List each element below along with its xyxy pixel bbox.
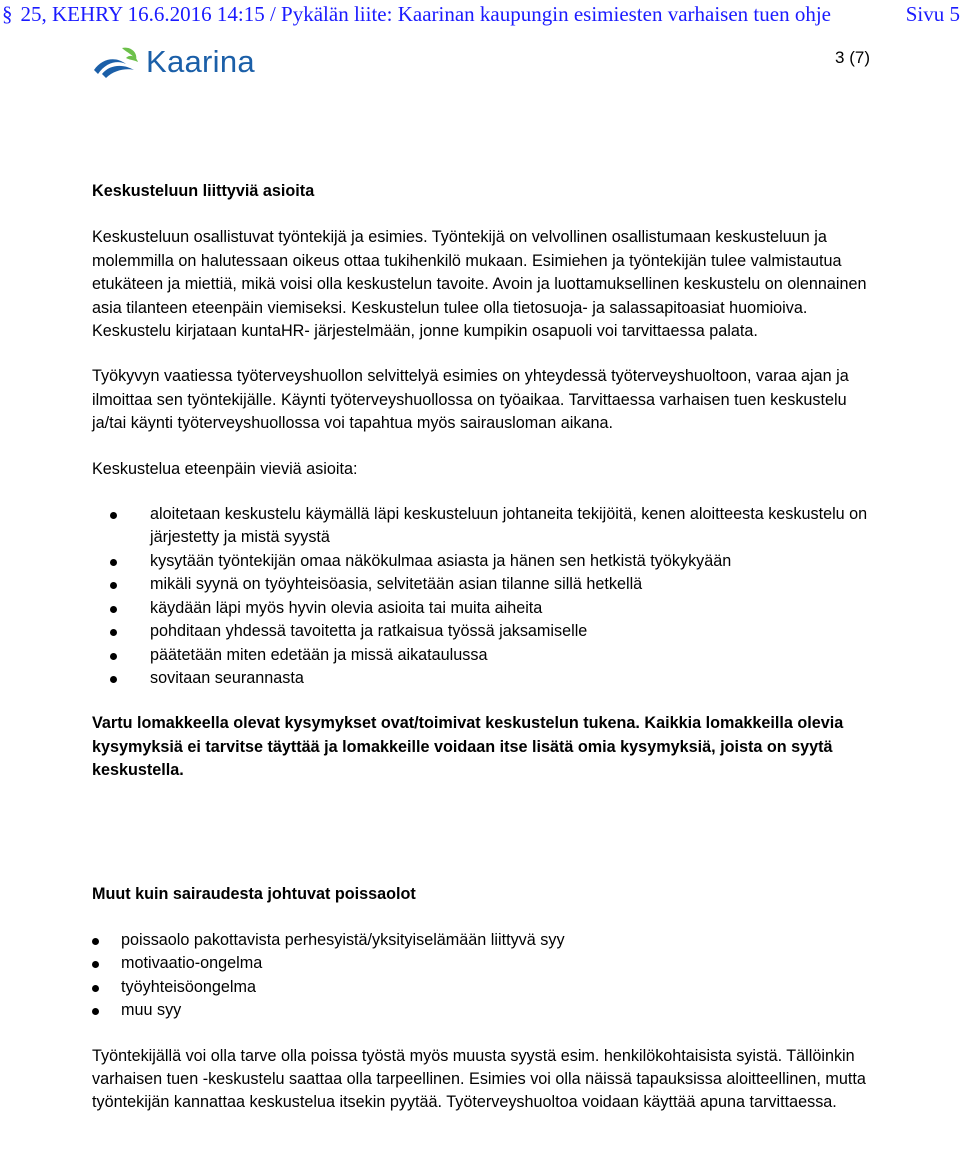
header-text: 25, KEHRY 16.6.2016 14:15 / Pykälän liite: Kaarinan kaupungin esimiesten varhaisen tuen ohje [20, 2, 831, 26]
list-item: aloitetaan keskustelu käymällä läpi keskusteluun johtaneita tekijöitä, kenen aloitteesta keskustelu on järjestetty ja mistä syystä [92, 503, 882, 550]
paragraph-2: Työkyvyn vaatiessa työterveyshuollon selvittelyä esimies on yhteydessä työterveyshuoltoon, varaa ajan ja ilmoittaa sen työntekijälle. Käynti työterveyshuollossa on työaikaa. Tarvittaessa varhaisen tuen keskustelu ja/tai käynti työterveyshuollossa voi tapahtua myös sairausloman aikana. [92, 367, 849, 433]
document-header-line [0, 2, 960, 30]
list-item: motivaatio-ongelma [92, 952, 882, 975]
list-item: kysytään työntekijän omaa näkökulmaa asiasta ja hänen sen hetkistä työkykyään [92, 550, 882, 573]
bold-paragraph: Vartu lomakkeella olevat kysymykset ovat/toimivat keskustelun tukena. Kaikkia lomakkeilla olevia kysymyksiä ei tarvitse täyttää ja lomakkeille voidaan itse lisätä omia kysymyksiä, joista on syytä keskustella. [92, 714, 844, 780]
section-mark: § [2, 2, 13, 26]
paragraph-4: Työntekijällä voi olla tarve olla poissa työstä myös muusta syystä esim. henkilökohtaisista syistä. Tällöinkin varhaisen tuen -keskustelu saattaa olla tarpeellinen. Esimies voi olla näissä tapauksissa aloitteellinen, mutta työntekijän kannattaa keskustelua itsekin pyytää. Työterveyshuoltoa voidaan käyttää apuna tarvittaessa. [92, 1046, 866, 1112]
list-item: poissaolo pakottavista perhesyistä/yksityiselämään liittyvä syy [92, 929, 882, 952]
discussion-list [92, 503, 882, 690]
absence-reasons-list [92, 929, 882, 1023]
kaarina-logo-icon [92, 44, 142, 80]
kaarina-logo [92, 44, 255, 80]
section-heading-1: Keskusteluun liittyviä asioita [92, 182, 315, 200]
list-item: päätetään miten edetään ja missä aikataulussa [92, 644, 882, 667]
paragraph-3: Keskustelua eteenpäin vieviä asioita: [92, 459, 358, 478]
document-body [92, 180, 882, 1115]
list-item: käydään läpi myös hyvin olevia asioita tai muita aiheita [92, 597, 882, 620]
list-item: työyhteisöongelma [92, 976, 882, 999]
list-item: sovitaan seurannasta [92, 667, 882, 690]
section-heading-2: Muut kuin sairaudesta johtuvat poissaolot [92, 884, 416, 903]
list-item: mikäli syynä on työyhteisöasia, selvitetään asian tilanne sillä hetkellä [92, 573, 882, 596]
list-item: pohditaan yhdessä tavoitetta ja ratkaisua työssä jaksamiselle [92, 620, 882, 643]
paragraph-1: Keskusteluun osallistuvat työntekijä ja esimies. Työntekijä on velvollinen osallistumaan keskusteluun ja molemmilla on halutessaan oikeus ottaa tukihenkilö mukaan. Esimiehen ja työntekijän tulee valmistautua etukäteen ja miettiä, mikä voisi olla keskustelun tavoite. Avoin ja luottamuksellinen keskustelu on olennainen asia tilanteen eteenpäin viemiseksi. Keskustelun tulee olla tietosuoja- ja salassapitoasiat huomioiva. Keskustelu kirjataan kuntaHR- järjestelmään, jonne kumpikin osapuoli voi tarvittaessa palata. [92, 228, 867, 341]
page-label: Sivu 5 [905, 2, 960, 26]
list-item: muu syy [92, 999, 882, 1022]
logo-text: Kaarina [146, 44, 255, 79]
page-number: 3 (7) [835, 48, 870, 67]
